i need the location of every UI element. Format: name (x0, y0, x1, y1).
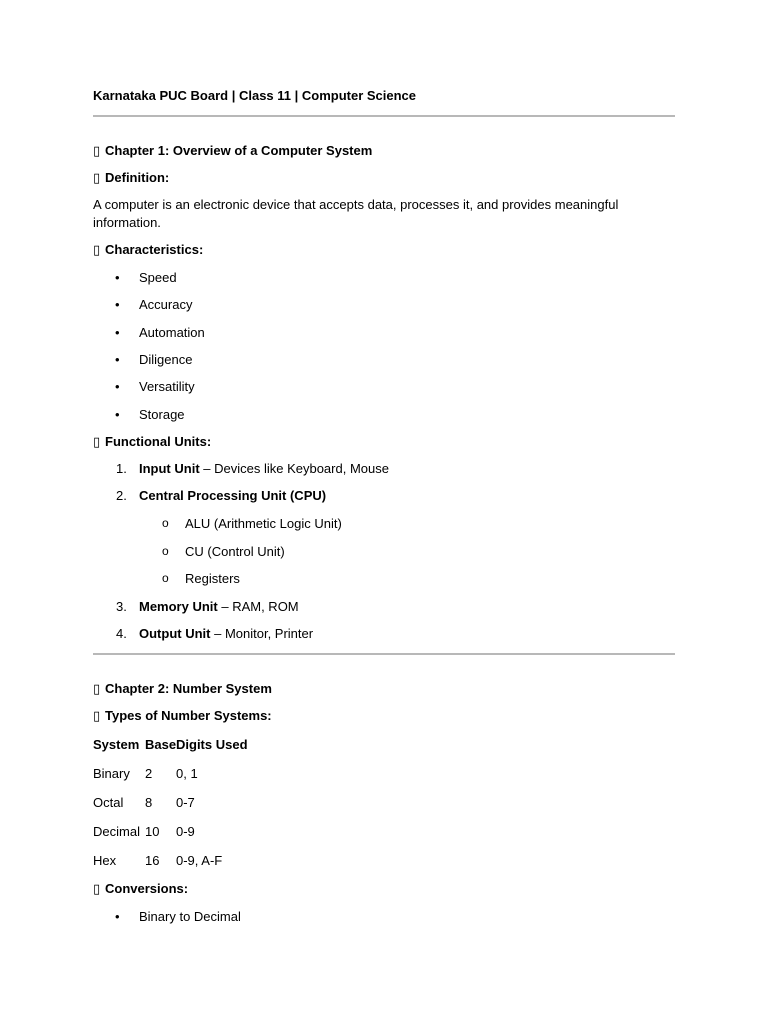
pin-icon: ▯ (93, 882, 101, 897)
document-header: Karnataka PUC Board | Class 11 | Computer Science (93, 88, 417, 103)
conversions-label: ▯ Conversions: (93, 881, 189, 897)
pin-icon: ▯ (93, 243, 101, 258)
book-icon: ▯ (93, 682, 101, 697)
bullet: • (115, 325, 120, 340)
bullet: • (115, 379, 120, 394)
chapter-2-heading: ▯ Chapter 2: Number System (93, 681, 272, 697)
definition-text: A computer is an electronic device that accepts data, processes it, and provides meaningful information. (93, 197, 619, 230)
divider (93, 115, 675, 117)
book-icon: ▯ (93, 144, 101, 159)
bullet: • (115, 297, 120, 312)
bullet: • (115, 352, 120, 367)
bullet: • (115, 407, 120, 422)
pin-icon: ▯ (93, 435, 101, 450)
bullet: • (115, 909, 120, 924)
functional-units-label: ▯ Functional Units: (93, 434, 212, 450)
divider (93, 653, 675, 655)
definition-label: ▯ Definition: (93, 170, 170, 186)
characteristics-label: ▯ Characteristics: (93, 242, 204, 258)
pin-icon: ▯ (93, 709, 101, 724)
chapter-1-heading: ▯ Chapter 1: Overview of a Computer System (93, 143, 373, 159)
bullet: • (115, 270, 120, 285)
types-label: ▯ Types of Number Systems: (93, 708, 272, 724)
pin-icon: ▯ (93, 171, 101, 186)
